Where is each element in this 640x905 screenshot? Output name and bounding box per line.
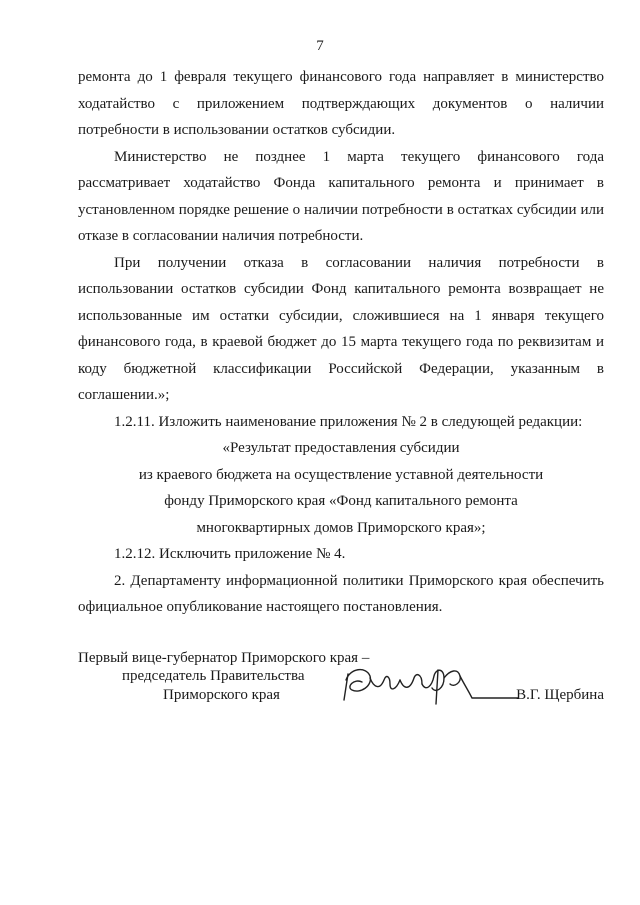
handwritten-signature	[340, 660, 518, 710]
paragraph-continuation-line-1: ремонта до 1 февраля текущего финансового года направляет в министерство	[78, 69, 604, 85]
appendix-title-block	[78, 435, 604, 541]
document-body	[78, 64, 604, 621]
appendix-title-line-1: «Результат предоставления субсидии	[222, 440, 460, 456]
appendix-title-line-4: многоквартирных домов Приморского края»;	[196, 519, 486, 536]
page-number: 7	[316, 38, 324, 54]
signatory-position-line-3: Приморского края	[163, 687, 280, 703]
appendix-title-line-2: из краевого бюджета на осуществление уставной деятельности	[138, 466, 544, 483]
paragraph-item-1-2-12: 1.2.12. Исключить приложение № 4.	[114, 546, 346, 562]
signatory-position-line-1: Первый вице-губернатор Приморского края –	[78, 650, 370, 666]
signatory-name: В.Г. Щербина	[516, 687, 604, 703]
paragraph-refusal-return: При получении отказа в согласовании наличия потребности в использовании остатков субсидии Фонд капитального ремонта возвращает не использованные им остатки субсидии, сложившиеся на 1 января текущего финансового года, в краевой бюджет до 15 марта текущего года по реквизитам и коду бюджетной классификации Российской Федерации, указанным в соглашении.»;	[78, 254, 604, 403]
signatory-position-line-2: председатель Правительства	[122, 668, 305, 684]
appendix-title-line-3: фонду Приморского края «Фонд капитального ремонта	[164, 493, 518, 509]
paragraph-item-1-2-11: 1.2.11. Изложить наименование приложения № 2 в следующей редакции:	[114, 413, 583, 430]
paragraph-item-2: 2. Департаменту информационной политики Приморского края обеспечить официальное опубликование настоящего постановления.	[78, 572, 604, 615]
paragraph-continuation-line-3: потребности в использовании остатков субсидии.	[78, 122, 396, 138]
signature-block	[78, 650, 604, 730]
paragraph-continuation-line-2: ходатайство с приложением подтверждающих документов о наличии	[78, 95, 604, 112]
paragraph-ministry-review: Министерство не позднее 1 марта текущего финансового года рассматривает ходатайство Фонда капитального ремонта и принимает в установленном порядке решение о наличии потребности в остатках субсидии или отказе в согласовании наличия потребности.	[78, 148, 604, 244]
